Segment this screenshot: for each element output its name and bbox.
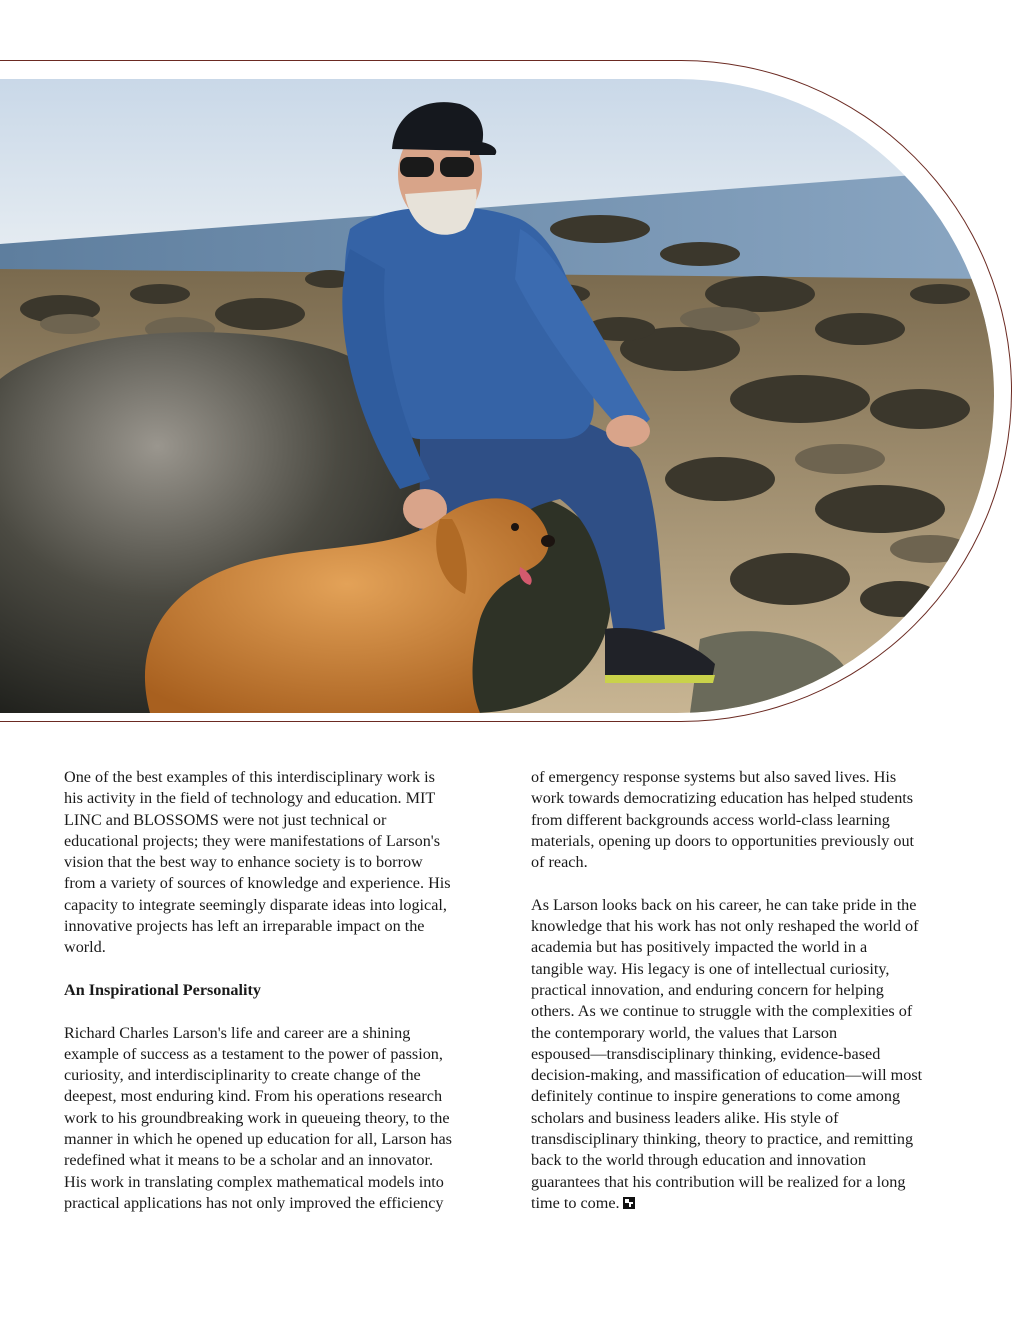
- right-paragraph-2: [531, 895, 967, 1214]
- section-heading: An Inspirational Personality: [64, 980, 261, 999]
- photo-man-with-dog-icon: [0, 79, 994, 713]
- end-of-article-icon: [623, 1197, 635, 1209]
- left-column: [64, 767, 496, 1236]
- right-paragraph-2-text: As Larson looks back on his career, he can take pride in the knowledge that his work has not only reshaped the world of academia but has positively impacted the world in a tangible way. His legacy is one of intellectual curiosity, practical innovation, and enduring concern for helping others. As we continue to struggle with the complexities of the contemporary world, the values that Larson espoused—transdisciplinary thinking, evidence-based decision-making, and massification of education—will most definitely continue to inspire generations to come among scholars and business leaders alike. His style of transdisciplinary thinking, theory to practice, and remitting back to the world through education and innovation guarantees that his contribution will be realized for a long time to come.: [531, 895, 923, 1212]
- right-column: [531, 767, 967, 1236]
- left-paragraph-1: One of the best examples of this interdisciplinary work is his activity in the field of technology and education. MIT LINC and BLOSSOMS were not just technical or educational projects; they were manifestations of Larson's vision that the best way to enhance society is to borrow from a variety of sources of knowledge and experience. His capacity to integrate seemingly disparate ideas into logical, innovative projects has left an irreparable impact on the world.: [64, 768, 451, 957]
- right-paragraph-1: of emergency response systems but also saved lives. His work towards democratizing education has helped students from different backgrounds access world-class learning materials, opening up doors to opportunities previously out of reach.: [531, 768, 915, 872]
- left-paragraph-2: Richard Charles Larson's life and career are a shining example of success as a testament to the power of passion, curiosity, and interdisciplinarity to create change of the deepest, most enduring kind. From his operations research work to his groundbreaking work in queueing theory, to the manner in which he opened up education for all, Larson has redefined what it means to be a scholar and an innovator. His work in translating complex mathematical models into practical applications has not only improved the efficiency: [64, 1023, 452, 1212]
